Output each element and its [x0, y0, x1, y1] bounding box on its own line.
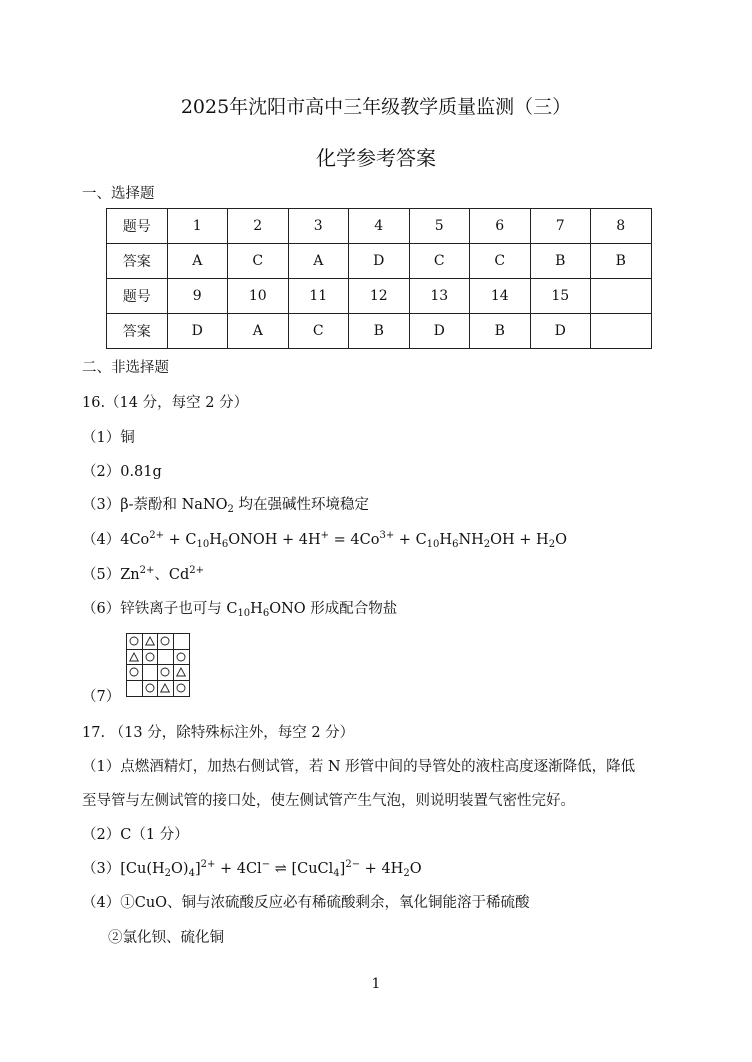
q16-answer-2: （2）0.81g — [82, 464, 162, 480]
answer-table — [106, 208, 652, 349]
page-subtitle: 化学参考答案 — [316, 146, 436, 170]
table-cell — [591, 279, 652, 314]
table-cell: A — [167, 244, 228, 279]
grid-cell — [143, 650, 159, 666]
q16-heading: 16.（14 分，每空 2 分） — [82, 395, 249, 411]
table-cell: A — [228, 314, 289, 349]
table-row-header: 题号 — [107, 209, 168, 244]
triangle-icon — [160, 683, 170, 693]
table-cell: 6 — [470, 209, 531, 244]
circle-icon — [160, 636, 170, 646]
grid-cell — [174, 681, 190, 697]
grid-cell — [174, 665, 190, 681]
grid-cell — [143, 634, 159, 650]
grid-cell — [143, 681, 159, 697]
q17-answer-2: （2）C（1 分） — [82, 827, 189, 843]
grid-cell — [158, 665, 174, 681]
q16-answer-1: （1）铜 — [82, 430, 135, 446]
table-cell: 1 — [167, 209, 228, 244]
table-cell: C — [409, 244, 470, 279]
page-title: 2025年沈阳市高中三年级教学质量监测（三） — [180, 96, 572, 118]
triangle-icon — [176, 667, 186, 677]
table-row-header: 答案 — [107, 244, 168, 279]
grid-cell — [174, 650, 190, 666]
table-cell: 15 — [530, 279, 591, 314]
table-cell: 4 — [349, 209, 410, 244]
triangle-icon — [129, 652, 139, 662]
grid-cell — [127, 681, 143, 697]
q17-answer-1-line2: 至导管与左侧试管的接口处，使左侧试管产生气泡，则说明装置气密性完好。 — [82, 793, 575, 809]
grid-cell — [158, 634, 174, 650]
circle-icon — [145, 652, 155, 662]
table-cell: 12 — [349, 279, 410, 314]
table-cell: B — [470, 314, 531, 349]
q17-answer-3-equation: $(3)[Cu(H_2O)_4]^{2+} + 4Cl^-$ ⇌ [CuCl$_4$]$^{2-}$ + $4H_2O$ — [82, 859, 422, 879]
page-number: 1 — [371, 976, 381, 992]
table-cell: A — [288, 244, 349, 279]
table-cell: B — [591, 244, 652, 279]
grid-cell — [174, 634, 190, 650]
q16-answer-4-equation: $(4)4Co^{2+}$ + $C_{10}H_6ONOH + 4H^+ = 4Co^{3+} + C_{10}H_6NH_2OH + H_2O$ — [82, 530, 567, 550]
table-cell: 11 — [288, 279, 349, 314]
section-heading-choice: 一、选择题 — [82, 186, 155, 202]
q16-answer-3: （3）β-萘酚和 NaNO$_2$ 均在强碱性环境稳定 — [82, 497, 370, 515]
table-cell: 9 — [167, 279, 228, 314]
grid-cell — [143, 665, 159, 681]
table-row — [107, 244, 652, 279]
table-cell: 14 — [470, 279, 531, 314]
grid-cell — [158, 681, 174, 697]
table-cell: B — [530, 244, 591, 279]
circle-icon — [160, 667, 170, 677]
table-cell: 8 — [591, 209, 652, 244]
table-row — [107, 209, 652, 244]
table-cell: D — [409, 314, 470, 349]
section-heading-nonchoice: 二、非选择题 — [82, 360, 169, 376]
table-row-header: 答案 — [107, 314, 168, 349]
q17-heading: 17. （13 分，除特殊标注外，每空 2 分） — [82, 725, 355, 741]
table-cell: B — [349, 314, 410, 349]
table-cell: 3 — [288, 209, 349, 244]
triangle-icon — [145, 636, 155, 646]
table-cell: C — [288, 314, 349, 349]
table-cell — [591, 314, 652, 349]
circle-icon — [176, 683, 186, 693]
grid-cell — [158, 650, 174, 666]
table-cell: D — [349, 244, 410, 279]
q16-answer-5: $(5)Zn^{2+}$、$Cd^{2+}$ — [82, 565, 205, 583]
table-cell: 2 — [228, 209, 289, 244]
grid-cell — [127, 665, 143, 681]
table-cell: C — [228, 244, 289, 279]
q16-answer-7-label: （7） — [82, 689, 121, 705]
table-cell: 10 — [228, 279, 289, 314]
circle-icon — [176, 652, 186, 662]
table-row — [107, 279, 652, 314]
circle-icon — [129, 636, 139, 646]
table-cell: 13 — [409, 279, 470, 314]
grid-cell — [127, 650, 143, 666]
q17-answer-4-line1: （4）①CuO、铜与浓硫酸反应必有稀硫酸剩余，氧化铜能溶于稀硫酸 — [82, 895, 530, 911]
q17-answer-4-line2: ②氯化钡、硫化铜 — [108, 930, 224, 946]
circle-icon — [145, 683, 155, 693]
table-row — [107, 314, 652, 349]
table-row-header: 题号 — [107, 279, 168, 314]
table-cell: 5 — [409, 209, 470, 244]
table-cell: 7 — [530, 209, 591, 244]
grid-cell — [127, 634, 143, 650]
table-cell: C — [470, 244, 531, 279]
q17-answer-1-line1: （1）点燃酒精灯，加热右侧试管，若 N 形管中间的导管处的液柱高度逐渐降低，降低 — [82, 759, 636, 775]
table-cell: D — [167, 314, 228, 349]
q16-answer-6: （6）锌铁离子也可与 $C_{10}H_6ONO$ 形成配合物盐 — [82, 601, 398, 619]
circle-icon — [129, 667, 139, 677]
table-cell: D — [530, 314, 591, 349]
q16-answer-7-grid — [126, 633, 190, 697]
